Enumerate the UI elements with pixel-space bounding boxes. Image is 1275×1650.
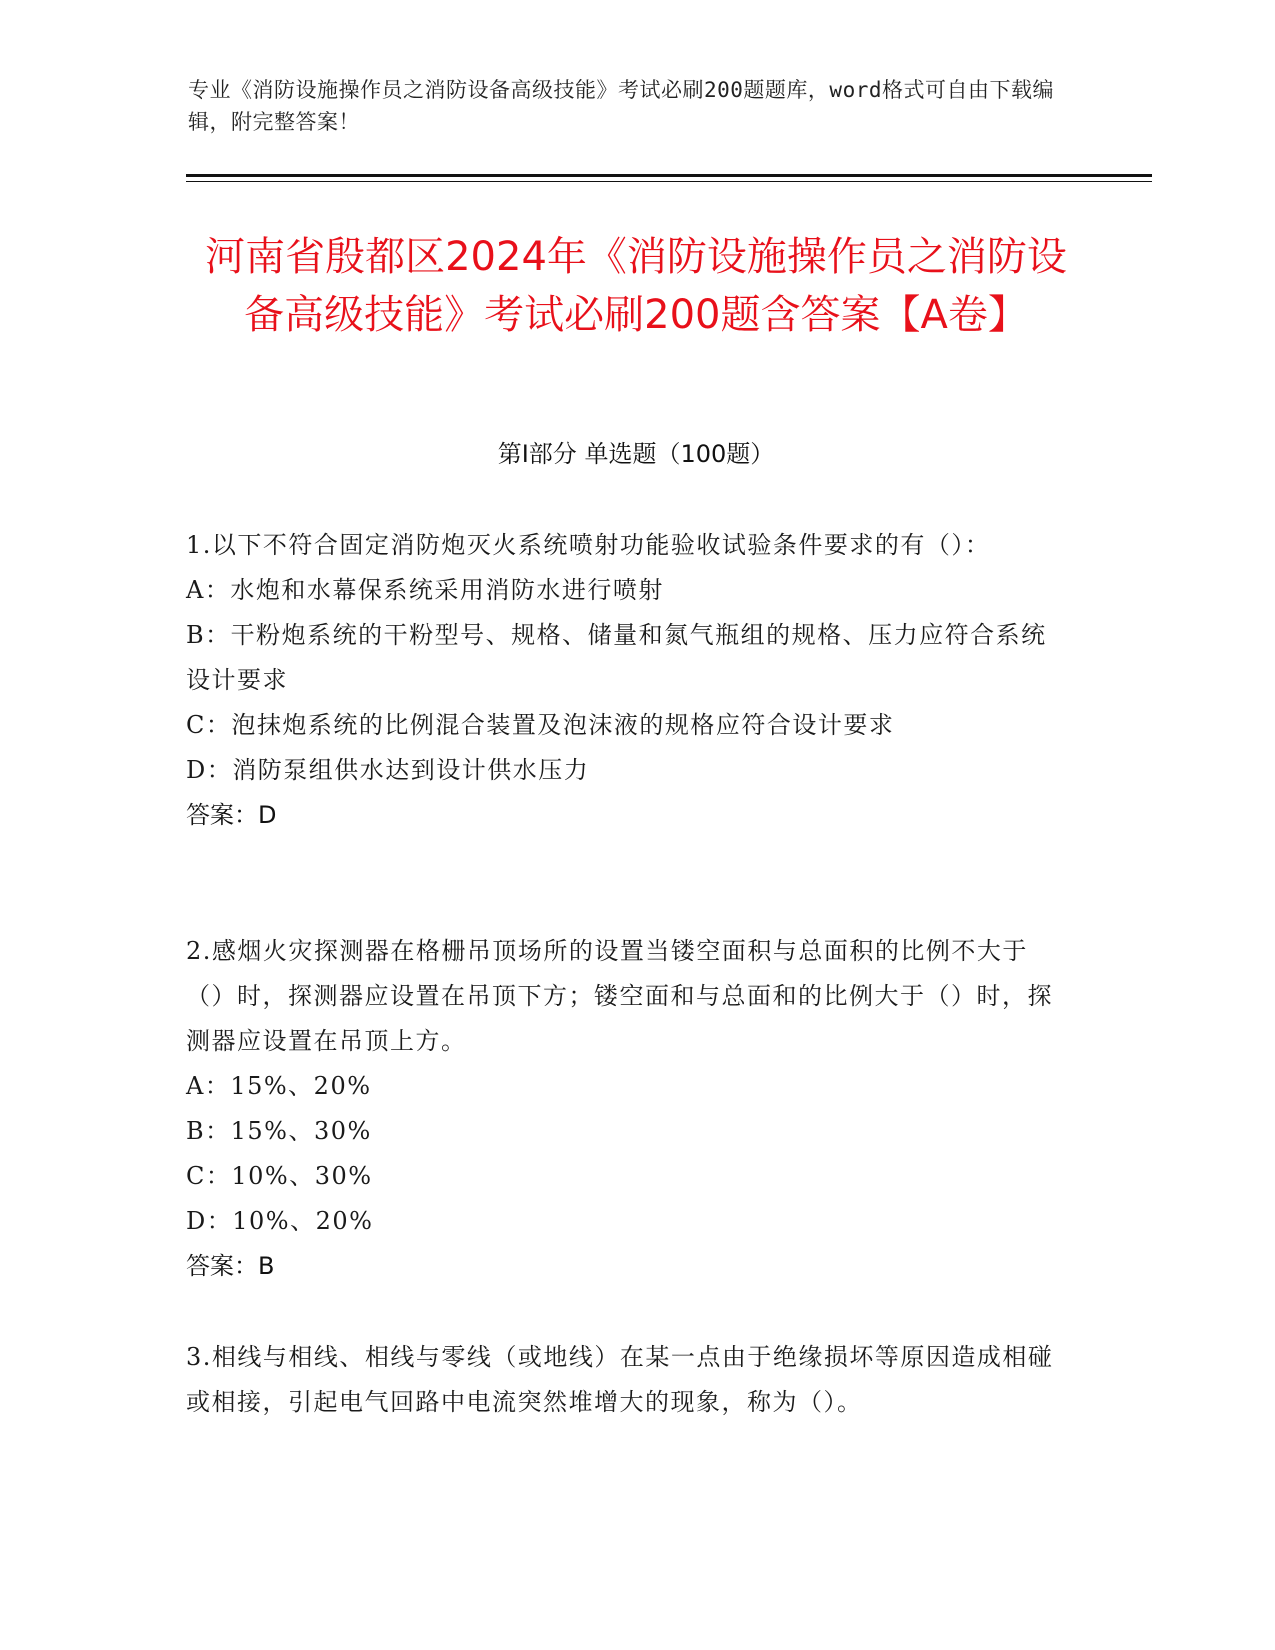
question-stem: 3.相线与相线、相线与零线（或地线）在某一点由于绝缘损坏等原因造成相碰或相接，引起电气回路中电流突然堆增大的现象，称为（）。	[186, 1343, 1054, 1416]
header-rule-thin	[186, 181, 1152, 182]
question-1	[186, 523, 1066, 838]
option-a: A：水炮和水幕保系统采用消防水进行喷射	[186, 576, 664, 604]
answer-line: 答案：D	[186, 801, 277, 829]
question-stem: 1.以下不符合固定消防炮灭火系统喷射功能验收试验条件要求的有（）：	[186, 531, 991, 559]
option-b: B：15%、30%	[186, 1117, 372, 1145]
header-rule-thick	[186, 174, 1152, 177]
header-note: 专业《消防设施操作员之消防设备高级技能》考试必刷200题题库，word格式可自由下载编辑，附完整答案！	[188, 78, 1054, 134]
section-title: 第I部分 单选题（100题）	[497, 440, 775, 468]
option-c: C：泡抹炮系统的比例混合装置及泡沫液的规格应符合设计要求	[186, 711, 895, 739]
document-title: 河南省殷都区2024年《消防设施操作员之消防设备高级技能》考试必刷200题含答案【A卷】	[205, 234, 1067, 338]
question-3	[186, 1335, 1066, 1425]
option-c: C：10%、30%	[186, 1162, 373, 1190]
option-b: B：干粉炮系统的干粉型号、规格、储量和氮气瓶组的规格、压力应符合系统设计要求	[186, 621, 1047, 694]
option-a: A：15%、20%	[186, 1072, 372, 1100]
answer-line: 答案：B	[186, 1252, 275, 1280]
question-stem: 2.感烟火灾探测器在格栅吊顶场所的设置当镂空面积与总面积的比例不大于（）时，探测器应设置在吊顶下方；镂空面和与总面和的比例大于（）时，探测器应设置在吊顶上方。	[186, 937, 1053, 1055]
option-d: D：10%、20%	[186, 1207, 374, 1235]
question-2	[186, 929, 1066, 1289]
option-d: D：消防泵组供水达到设计供水压力	[186, 756, 590, 784]
